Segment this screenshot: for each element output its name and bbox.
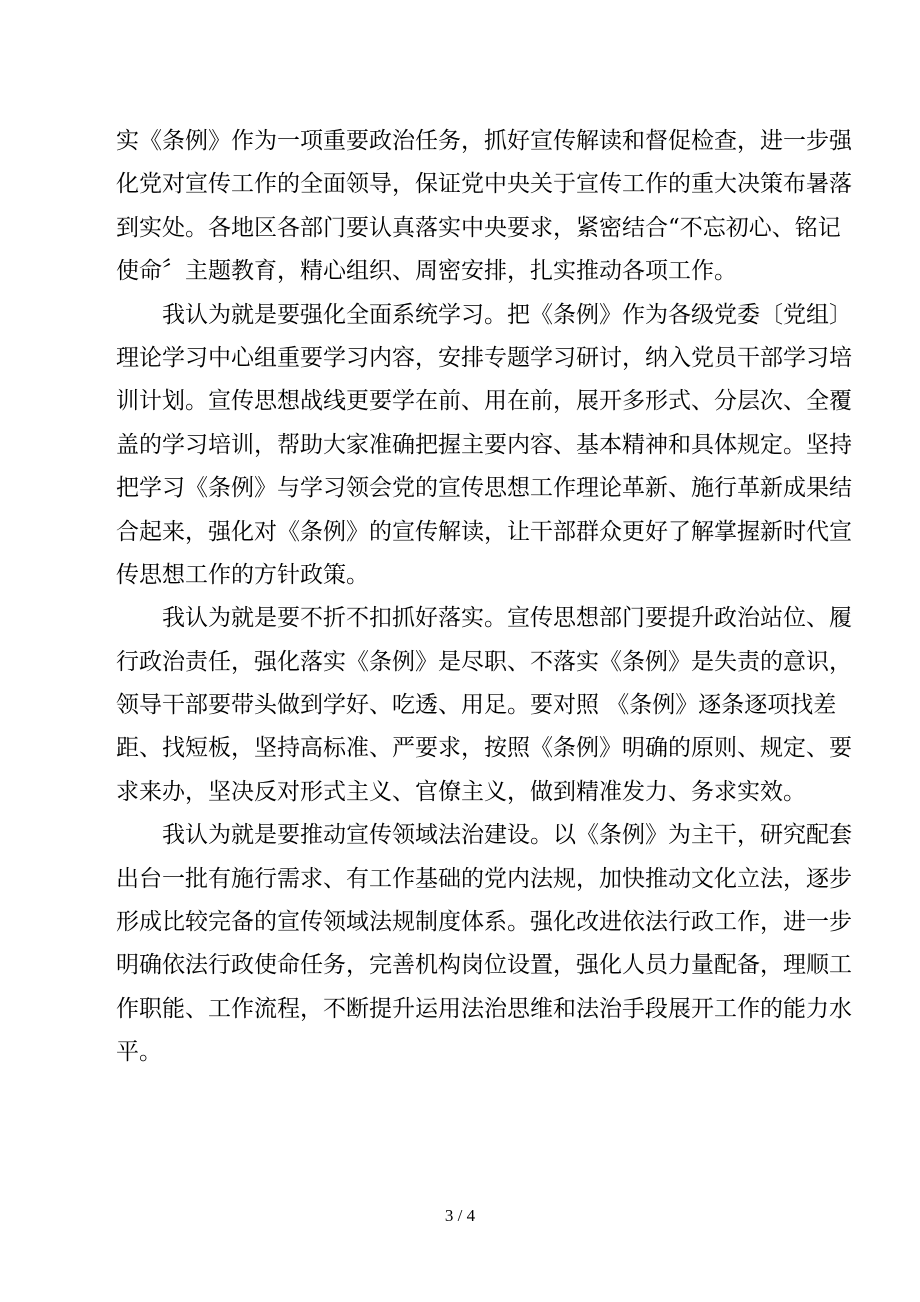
document-body [116,120,852,1075]
text-line: 到实处。各地区各部门要认真落实中央要求，紧密结合“不忘初心、铭记 [116,214,841,241]
text-line: 我认为就是要不折不扣抓好落实。宣传思想部门要提升政治站位、履 [162,605,852,632]
text-line: 作职能、工作流程，不断提升运用法治思维和法治手段展开工作的能力水 [116,995,852,1022]
paragraph [116,294,852,598]
text-line: 求来办，坚决反对形式主义、官僚主义，做到精准发力、务求实效。 [116,778,806,805]
text-line: 距、找短板，坚持高标准、严要求，按照《条例》明确的原则、规定、要 [116,735,852,762]
text-line: 领导干部要带头做到学好、吃透、用足。要对照 《条例》逐条逐项找差 [116,692,837,719]
text-line: 把学习《条例》与学习领会党的宣传思想工作理论革新、施行革新成果结 [116,475,852,502]
text-line: 明确依法行政使命任务，完善机构岗位设置，强化人员力量配备，理顺工 [116,952,852,979]
text-line: 理论学习中心组重要学习内容，安排专题学习研讨，纳入党员干部学习培 [116,344,852,371]
text-line: 我认为就是要推动宣传领域法治建设。以《条例》为主干，研究配套 [162,822,852,849]
text-line: 出台一批有施行需求、有工作基础的党内法规，加快推动文化立法，逐步 [116,865,852,892]
text-line: 盖的学习培训，帮助大家准确把握主要内容、基本精神和具体规定。坚持 [116,431,852,458]
text-line: 形成比较完备的宣传领域法规制度体系。强化改进依法行政工作，进一步 [116,909,852,936]
text-line: 实《条例》作为一项重要政治任务，抓好宣传解读和督促检查，进一步强 [116,128,852,154]
text-line: 传思想工作的方针政策。 [116,561,369,588]
paragraph [116,120,852,294]
text-line: 使命〞主题教育，精心组织、周密安排，扎实推动各项工作。 [116,258,737,285]
text-line: 训计划。宣传思想战线更要学在前、用在前，展开多形式、分层次、全覆 [116,388,852,415]
text-line: 行政治责任，强化落实《条例》是尽职、不落实《条例》是失责的意识， [116,648,852,675]
page-number: 3 / 4 [444,1206,476,1225]
text-line: 我认为就是要强化全面系统学习。把《条例》作为各级党委〔党组〕 [162,301,852,328]
text-line: 化党对宣传工作的全面领导，保证党中央关于宣传工作的重大决策布暑落 [116,171,852,198]
paragraph [116,597,852,814]
text-line: 合起来，强化对《条例》的宣传解读，让干部群众更好了解掌握新时代宣 [116,518,852,545]
text-line: 平。 [116,1039,162,1066]
paragraph [116,814,852,1074]
